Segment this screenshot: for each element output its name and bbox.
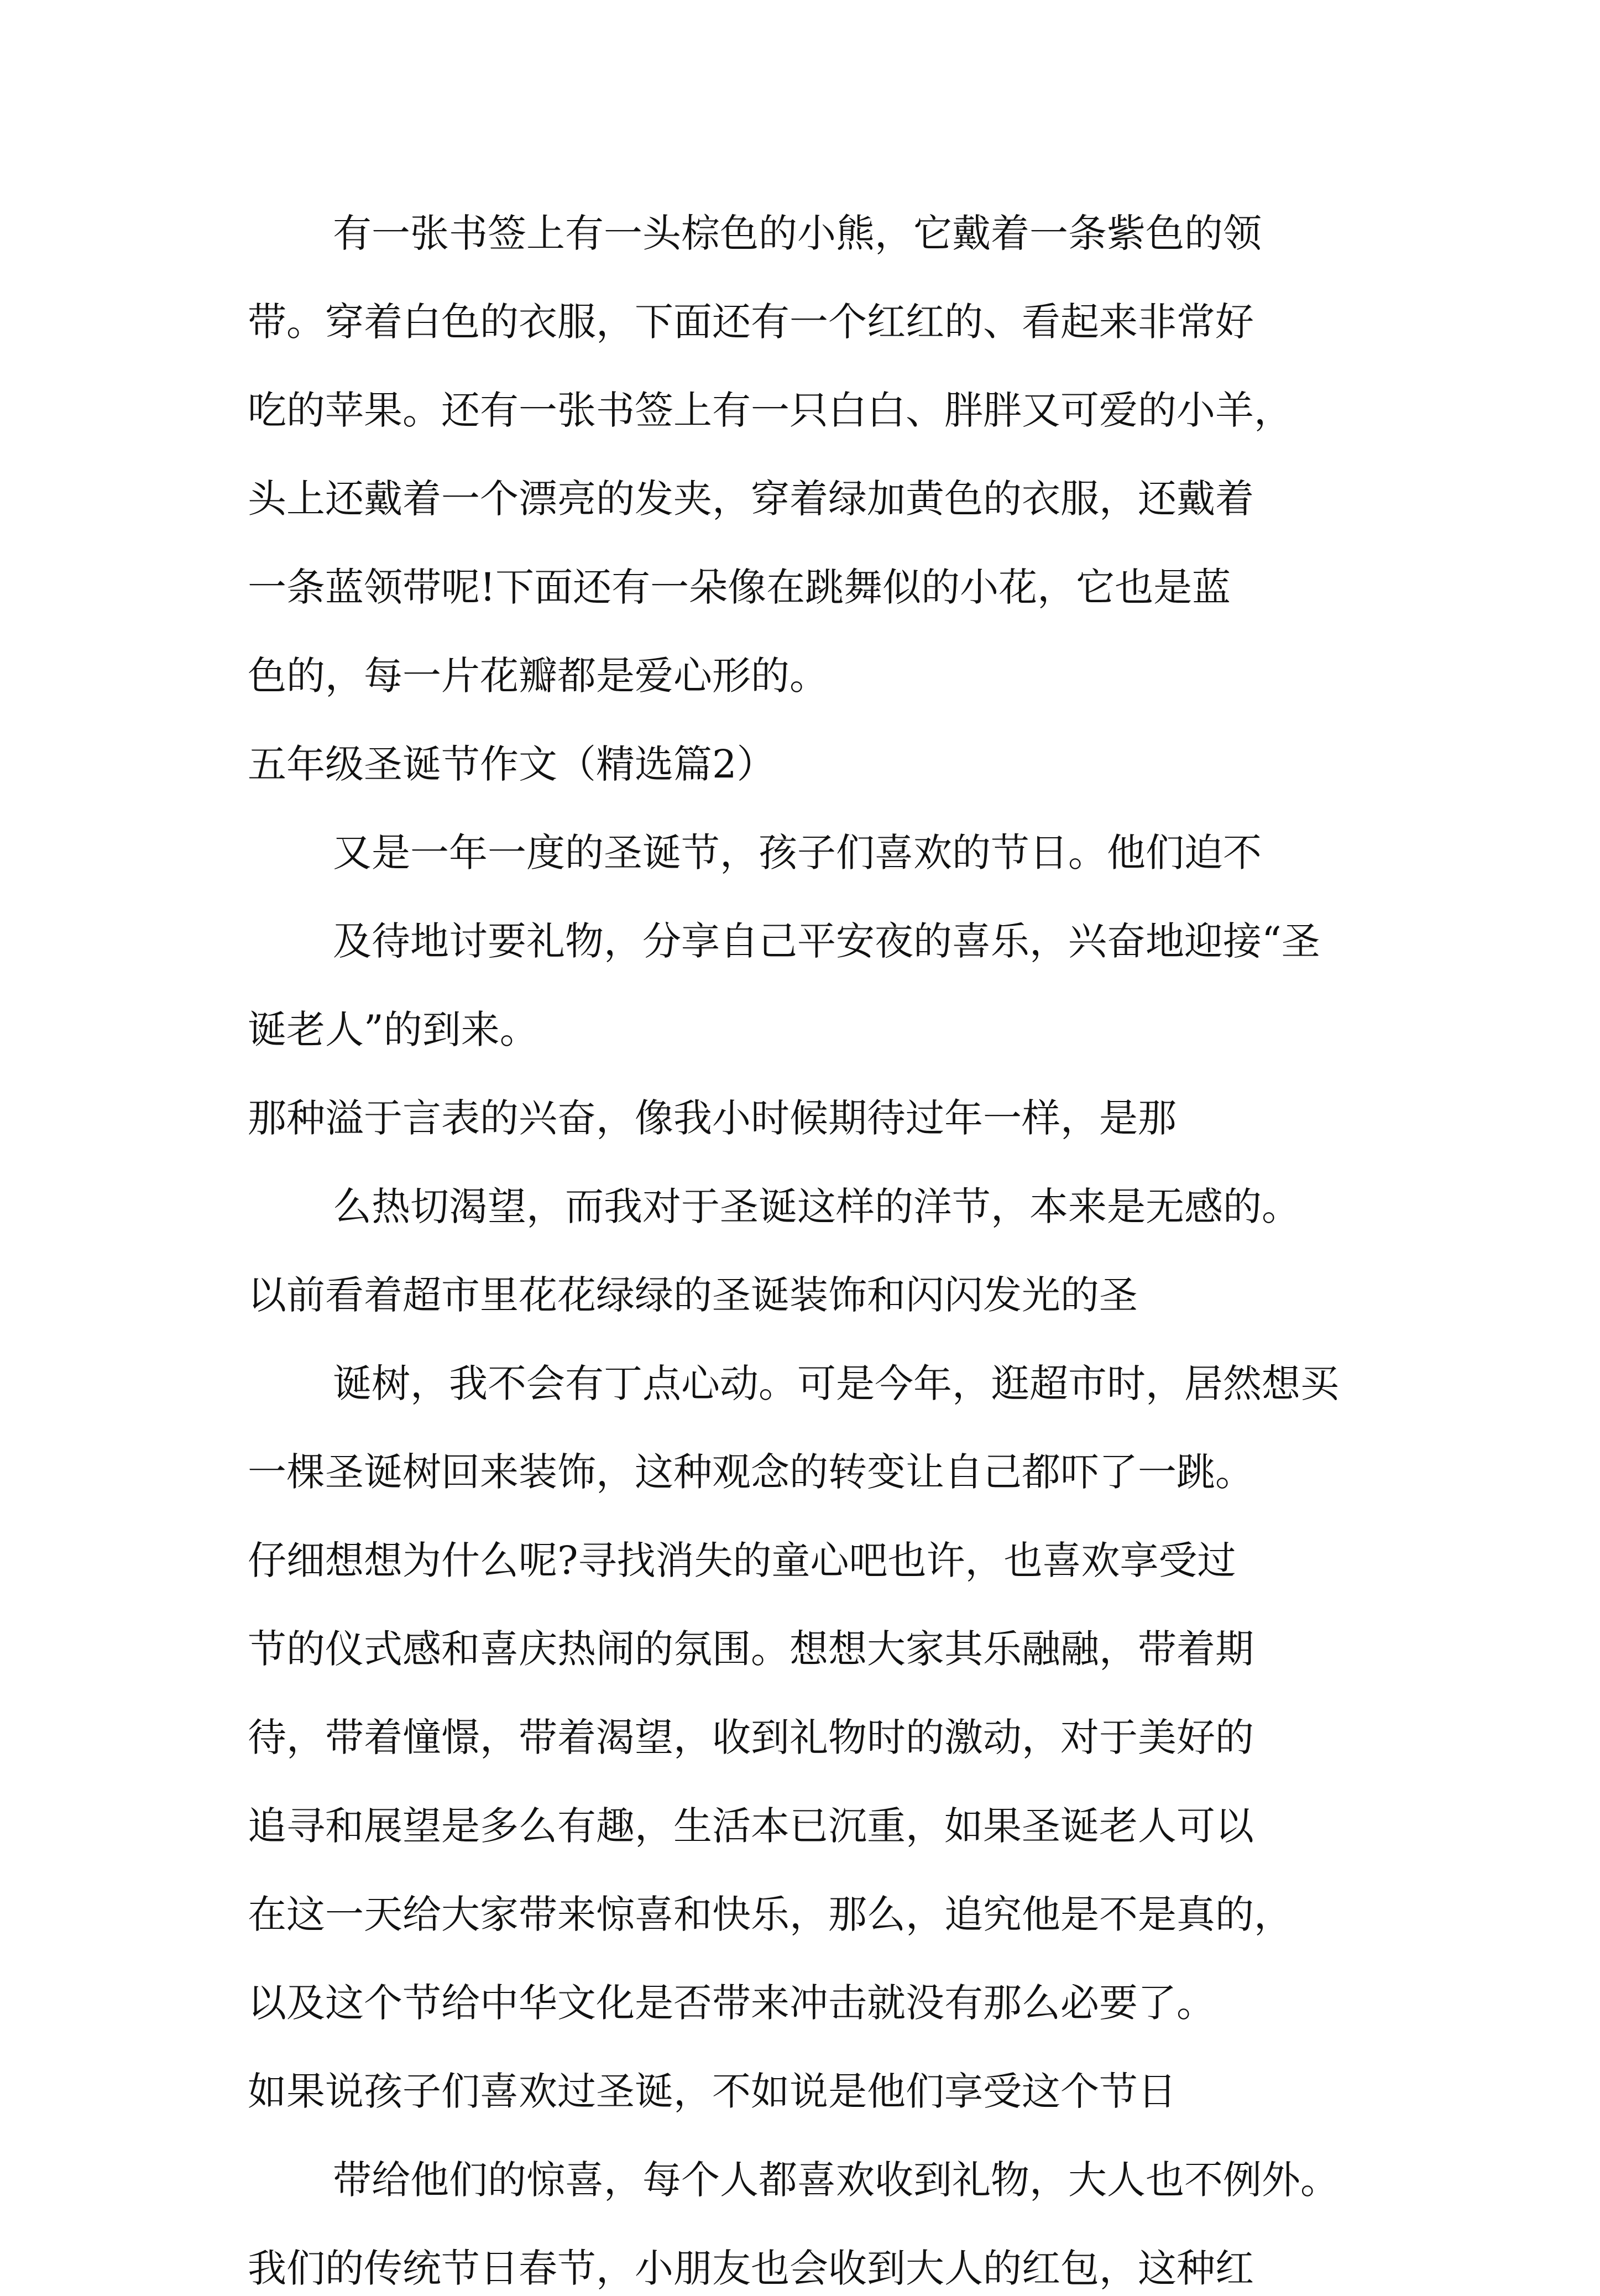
body-text-line: 么热切渴望，而我对于圣诞这样的洋节，本来是无感的。 — [333, 1184, 1300, 1229]
body-text-line: 带。穿着白色的衣服，下面还有一个红红的、看起来非常好 — [248, 299, 1254, 345]
body-text-line: 诞老人”的到来。 — [248, 1007, 538, 1052]
body-text-line: 追寻和展望是多么有趣，生活本已沉重，如果圣诞老人可以 — [248, 1803, 1254, 1849]
body-text-line: 一条蓝领带呢!下面还有一朵像在跳舞似的小花，它也是蓝 — [248, 565, 1231, 610]
body-text-line: 一棵圣诞树回来装饰，这种观念的转变让自己都吓了一跳。 — [248, 1449, 1254, 1495]
body-text-line: 又是一年一度的圣诞节，孩子们喜欢的节日。他们迫不 — [333, 830, 1262, 875]
body-text-line: 色的，每一片花瓣都是爱心形的。 — [248, 653, 828, 698]
body-text-line: 待，带着憧憬，带着渴望，收到礼物时的激动，对于美好的 — [248, 1715, 1254, 1760]
section-heading: 五年级圣诞节作文（精选篇2） — [248, 742, 776, 787]
body-text-line: 及待地讨要礼物，分享自己平安夜的喜乐，兴奋地迎接“圣 — [333, 919, 1320, 964]
body-text-line: 如果说孩子们喜欢过圣诞，不如说是他们享受这个节日 — [248, 2069, 1177, 2114]
body-text-line: 节的仪式感和喜庆热闹的氛围。想想大家其乐融融，带着期 — [248, 1626, 1254, 1672]
body-text-line: 在这一天给大家带来惊喜和快乐，那么，追究他是不是真的， — [248, 1892, 1293, 1937]
body-text-line: 以前看着超市里花花绿绿的圣诞装饰和闪闪发光的圣 — [248, 1272, 1138, 1318]
body-text-line: 仔细想想为什么呢?寻找消失的童心吧也许，也喜欢享受过 — [248, 1538, 1236, 1583]
body-text-line: 诞树，我不会有丁点心动。可是今年，逛超市时，居然想买 — [333, 1361, 1339, 1406]
body-text-line: 吃的苹果。还有一张书签上有一只白白、胖胖又可爱的小羊， — [248, 388, 1293, 433]
body-text-line: 头上还戴着一个漂亮的发夹，穿着绿加黄色的衣服，还戴着 — [248, 476, 1254, 521]
body-text-line: 带给他们的惊喜，每个人都喜欢收到礼物，大人也不例外。 — [333, 2157, 1339, 2203]
body-text-line: 以及这个节给中华文化是否带来冲击就没有那么必要了。 — [248, 1980, 1215, 2026]
body-text-line: 我们的传统节日春节，小朋友也会收到大人的红包，这种红 — [248, 2246, 1254, 2291]
body-text-line: 那种溢于言表的兴奋，像我小时候期待过年一样，是那 — [248, 1095, 1177, 1141]
body-text-line: 有一张书签上有一头棕色的小熊，它戴着一条紫色的领 — [333, 211, 1262, 256]
